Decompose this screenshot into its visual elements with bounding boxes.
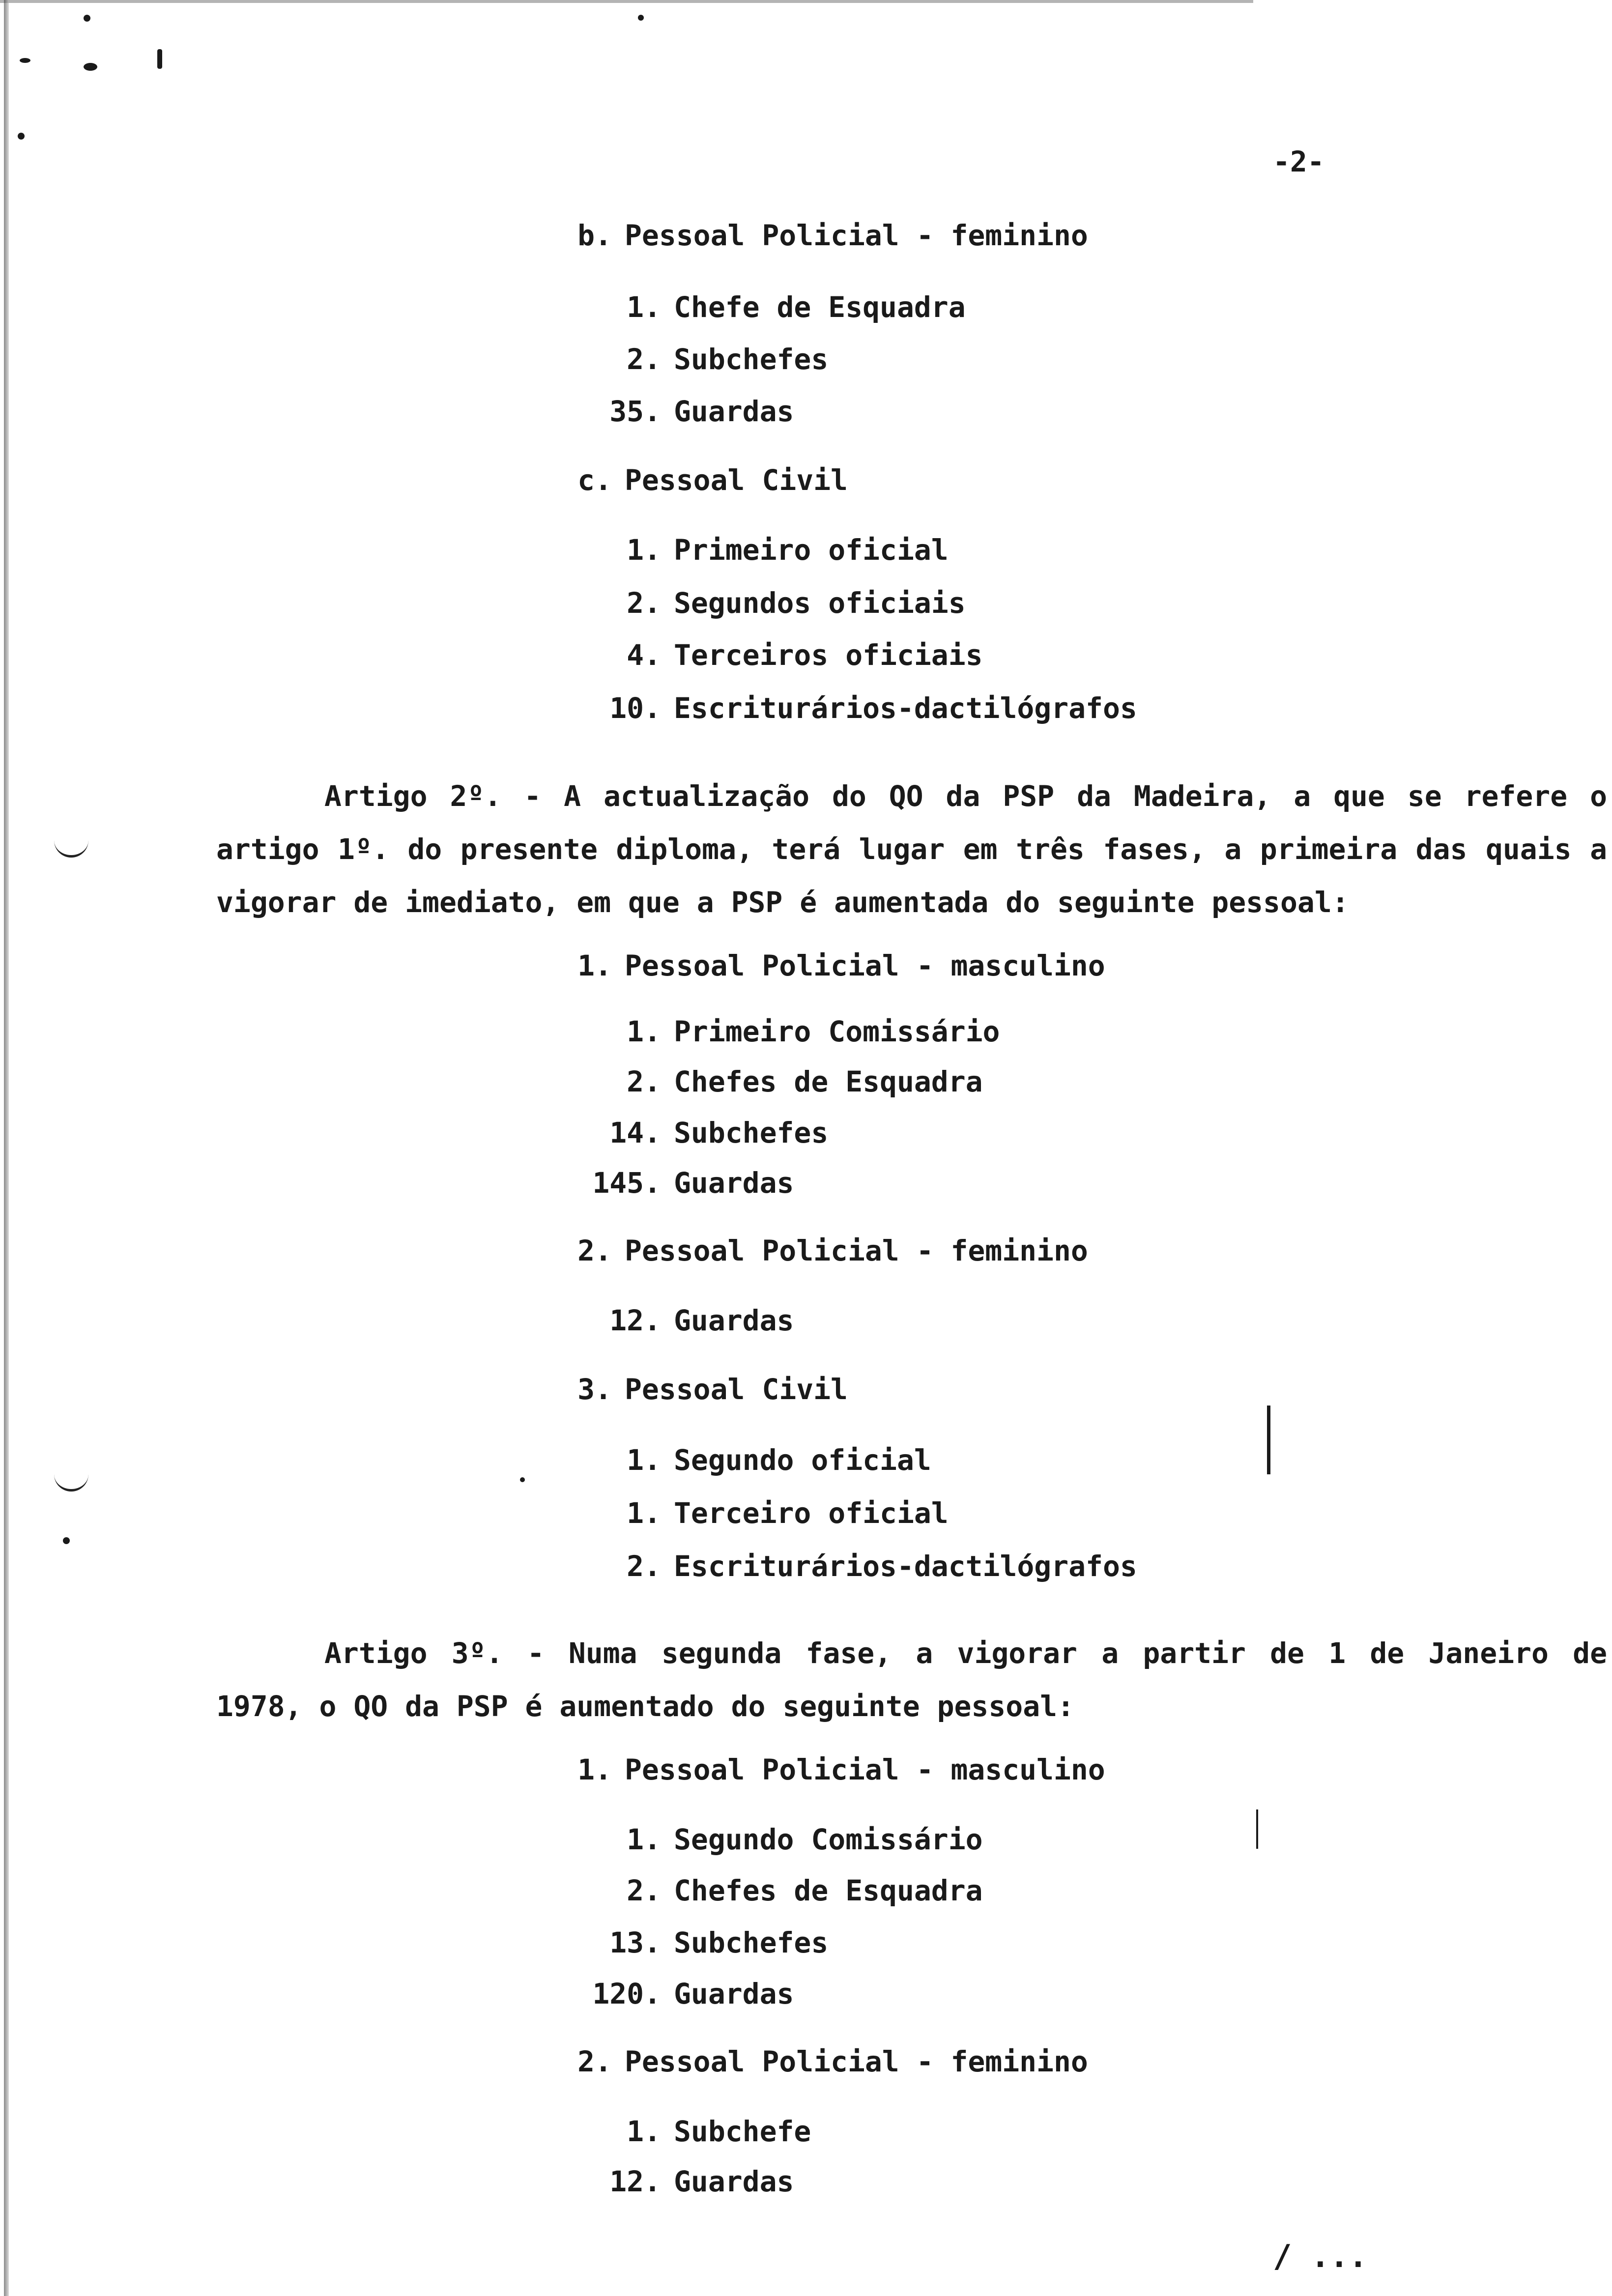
list-item bbox=[553, 2117, 811, 2146]
list-item bbox=[553, 1825, 983, 1854]
list-item bbox=[553, 1116, 829, 1149]
section-label: Pessoal Policial - feminino bbox=[625, 219, 1088, 252]
section-heading bbox=[553, 463, 848, 497]
item-label: Subchefes bbox=[674, 343, 829, 376]
section-number: 2. bbox=[577, 1234, 612, 1267]
item-label: Segundo Comissário bbox=[674, 1823, 983, 1856]
margin-stroke bbox=[1267, 1406, 1270, 1474]
list-item bbox=[553, 1017, 1000, 1046]
ink-speck bbox=[84, 15, 90, 22]
item-quantity: 1. bbox=[627, 290, 661, 324]
section-heading bbox=[553, 951, 1105, 980]
continuation-mark: / ... bbox=[1273, 2239, 1368, 2275]
item-label: Terceiros oficiais bbox=[674, 638, 983, 672]
page-number: -2- bbox=[1273, 145, 1324, 178]
list-item bbox=[553, 1166, 794, 1200]
scan-top-edge bbox=[0, 0, 1253, 3]
item-quantity: 2. bbox=[627, 586, 661, 620]
section-heading bbox=[553, 1236, 1088, 1265]
section-number: 1. bbox=[577, 949, 612, 982]
item-quantity: 2. bbox=[627, 1065, 661, 1098]
item-label: Segundo oficial bbox=[674, 1443, 931, 1477]
item-quantity: 2. bbox=[627, 1874, 661, 1907]
section-number: b. bbox=[577, 219, 612, 252]
item-label: Guardas bbox=[674, 1166, 794, 1200]
item-quantity: 1. bbox=[627, 1443, 661, 1477]
item-label: Primeiro oficial bbox=[674, 533, 949, 567]
ink-speck bbox=[520, 1477, 525, 1482]
item-label: Escriturários-dactilógrafos bbox=[674, 691, 1137, 725]
item-label: Subchefes bbox=[674, 1116, 829, 1149]
section-label: Pessoal Civil bbox=[625, 1373, 848, 1406]
item-label: Subchefes bbox=[674, 1926, 829, 1959]
ink-speck bbox=[63, 1537, 70, 1544]
ink-speck bbox=[18, 133, 25, 140]
list-item bbox=[553, 1928, 828, 1957]
item-quantity: 2. bbox=[627, 1550, 661, 1583]
item-quantity: 1. bbox=[627, 1015, 661, 1048]
ink-speck bbox=[20, 58, 30, 63]
section-label: Pessoal Policial - feminino bbox=[625, 1234, 1088, 1267]
item-label: Primeiro Comissário bbox=[674, 1015, 1000, 1048]
item-label: Chefes de Esquadra bbox=[674, 1874, 983, 1907]
list-item bbox=[553, 290, 966, 324]
list-item bbox=[553, 638, 983, 672]
list-item bbox=[553, 1067, 983, 1096]
list-item bbox=[553, 397, 794, 426]
list-item bbox=[553, 1550, 1137, 1583]
item-quantity: 1. bbox=[627, 1496, 661, 1530]
section-heading bbox=[553, 1375, 848, 1404]
ink-speck bbox=[157, 49, 162, 69]
list-item bbox=[553, 1876, 983, 1905]
item-quantity: 1. bbox=[627, 1823, 661, 1856]
item-quantity: 13. bbox=[609, 1926, 661, 1959]
item-quantity: 10. bbox=[609, 691, 661, 725]
section-heading bbox=[553, 1755, 1105, 1784]
item-quantity: 120. bbox=[592, 1977, 661, 2010]
article-paragraph: Artigo 2º. - A actualização do QO da PSP da Madeira, a que se refere o artigo 1º. do presente diploma, terá lugar em três fases, a primeira das quais a vigorar de imediato, em que a PSP é aumentada do seguinte pessoal: bbox=[216, 779, 1607, 919]
list-item bbox=[553, 1443, 931, 1477]
item-label: Guardas bbox=[674, 2165, 794, 2198]
section-label: Pessoal Policial - masculino bbox=[625, 1753, 1105, 1786]
list-item bbox=[553, 1977, 794, 2010]
item-label: Segundos oficiais bbox=[674, 586, 966, 620]
item-quantity: 145. bbox=[592, 1166, 661, 1200]
item-quantity: 1. bbox=[627, 2115, 661, 2148]
section-number: 2. bbox=[577, 2045, 612, 2078]
item-quantity: 1. bbox=[627, 533, 661, 567]
item-quantity: 2. bbox=[627, 343, 661, 376]
section-label: Pessoal Policial - masculino bbox=[625, 949, 1105, 982]
item-quantity: 12. bbox=[609, 1304, 661, 1337]
item-label: Guardas bbox=[674, 1304, 794, 1337]
item-label: Terceiro oficial bbox=[674, 1496, 949, 1530]
section-number: c. bbox=[577, 463, 612, 497]
ink-speck bbox=[638, 15, 644, 21]
item-label: Chefe de Esquadra bbox=[674, 290, 966, 324]
scan-left-edge bbox=[4, 0, 9, 2296]
section-label: Pessoal Civil bbox=[625, 463, 848, 497]
item-label: Guardas bbox=[674, 395, 794, 428]
list-item bbox=[553, 343, 829, 376]
item-label: Subchefe bbox=[674, 2115, 811, 2148]
margin-bracket bbox=[54, 1469, 88, 1492]
item-label: Guardas bbox=[674, 1977, 794, 2010]
section-number: 3. bbox=[577, 1373, 612, 1406]
margin-stroke bbox=[1256, 1809, 1258, 1849]
list-item bbox=[553, 2167, 794, 2196]
article-paragraph: Artigo 3º. - Numa segunda fase, a vigorar a partir de 1 de Janeiro de 1978, o QO da PSP é aumentado do seguinte pessoal: bbox=[216, 1636, 1607, 1723]
item-quantity: 12. bbox=[609, 2165, 661, 2198]
list-item bbox=[553, 691, 1137, 725]
ink-speck bbox=[84, 63, 97, 71]
list-item bbox=[553, 586, 966, 620]
item-quantity: 14. bbox=[609, 1116, 661, 1149]
section-heading bbox=[553, 2047, 1088, 2076]
item-label: Escriturários-dactilógrafos bbox=[674, 1550, 1137, 1583]
list-item bbox=[553, 533, 949, 567]
list-item bbox=[553, 1496, 949, 1530]
section-number: 1. bbox=[577, 1753, 612, 1786]
section-label: Pessoal Policial - feminino bbox=[625, 2045, 1088, 2078]
section-heading bbox=[553, 221, 1088, 250]
item-quantity: 35. bbox=[609, 395, 661, 428]
item-label: Chefes de Esquadra bbox=[674, 1065, 983, 1098]
margin-bracket bbox=[54, 835, 88, 858]
item-quantity: 4. bbox=[627, 638, 661, 672]
list-item bbox=[553, 1306, 794, 1335]
